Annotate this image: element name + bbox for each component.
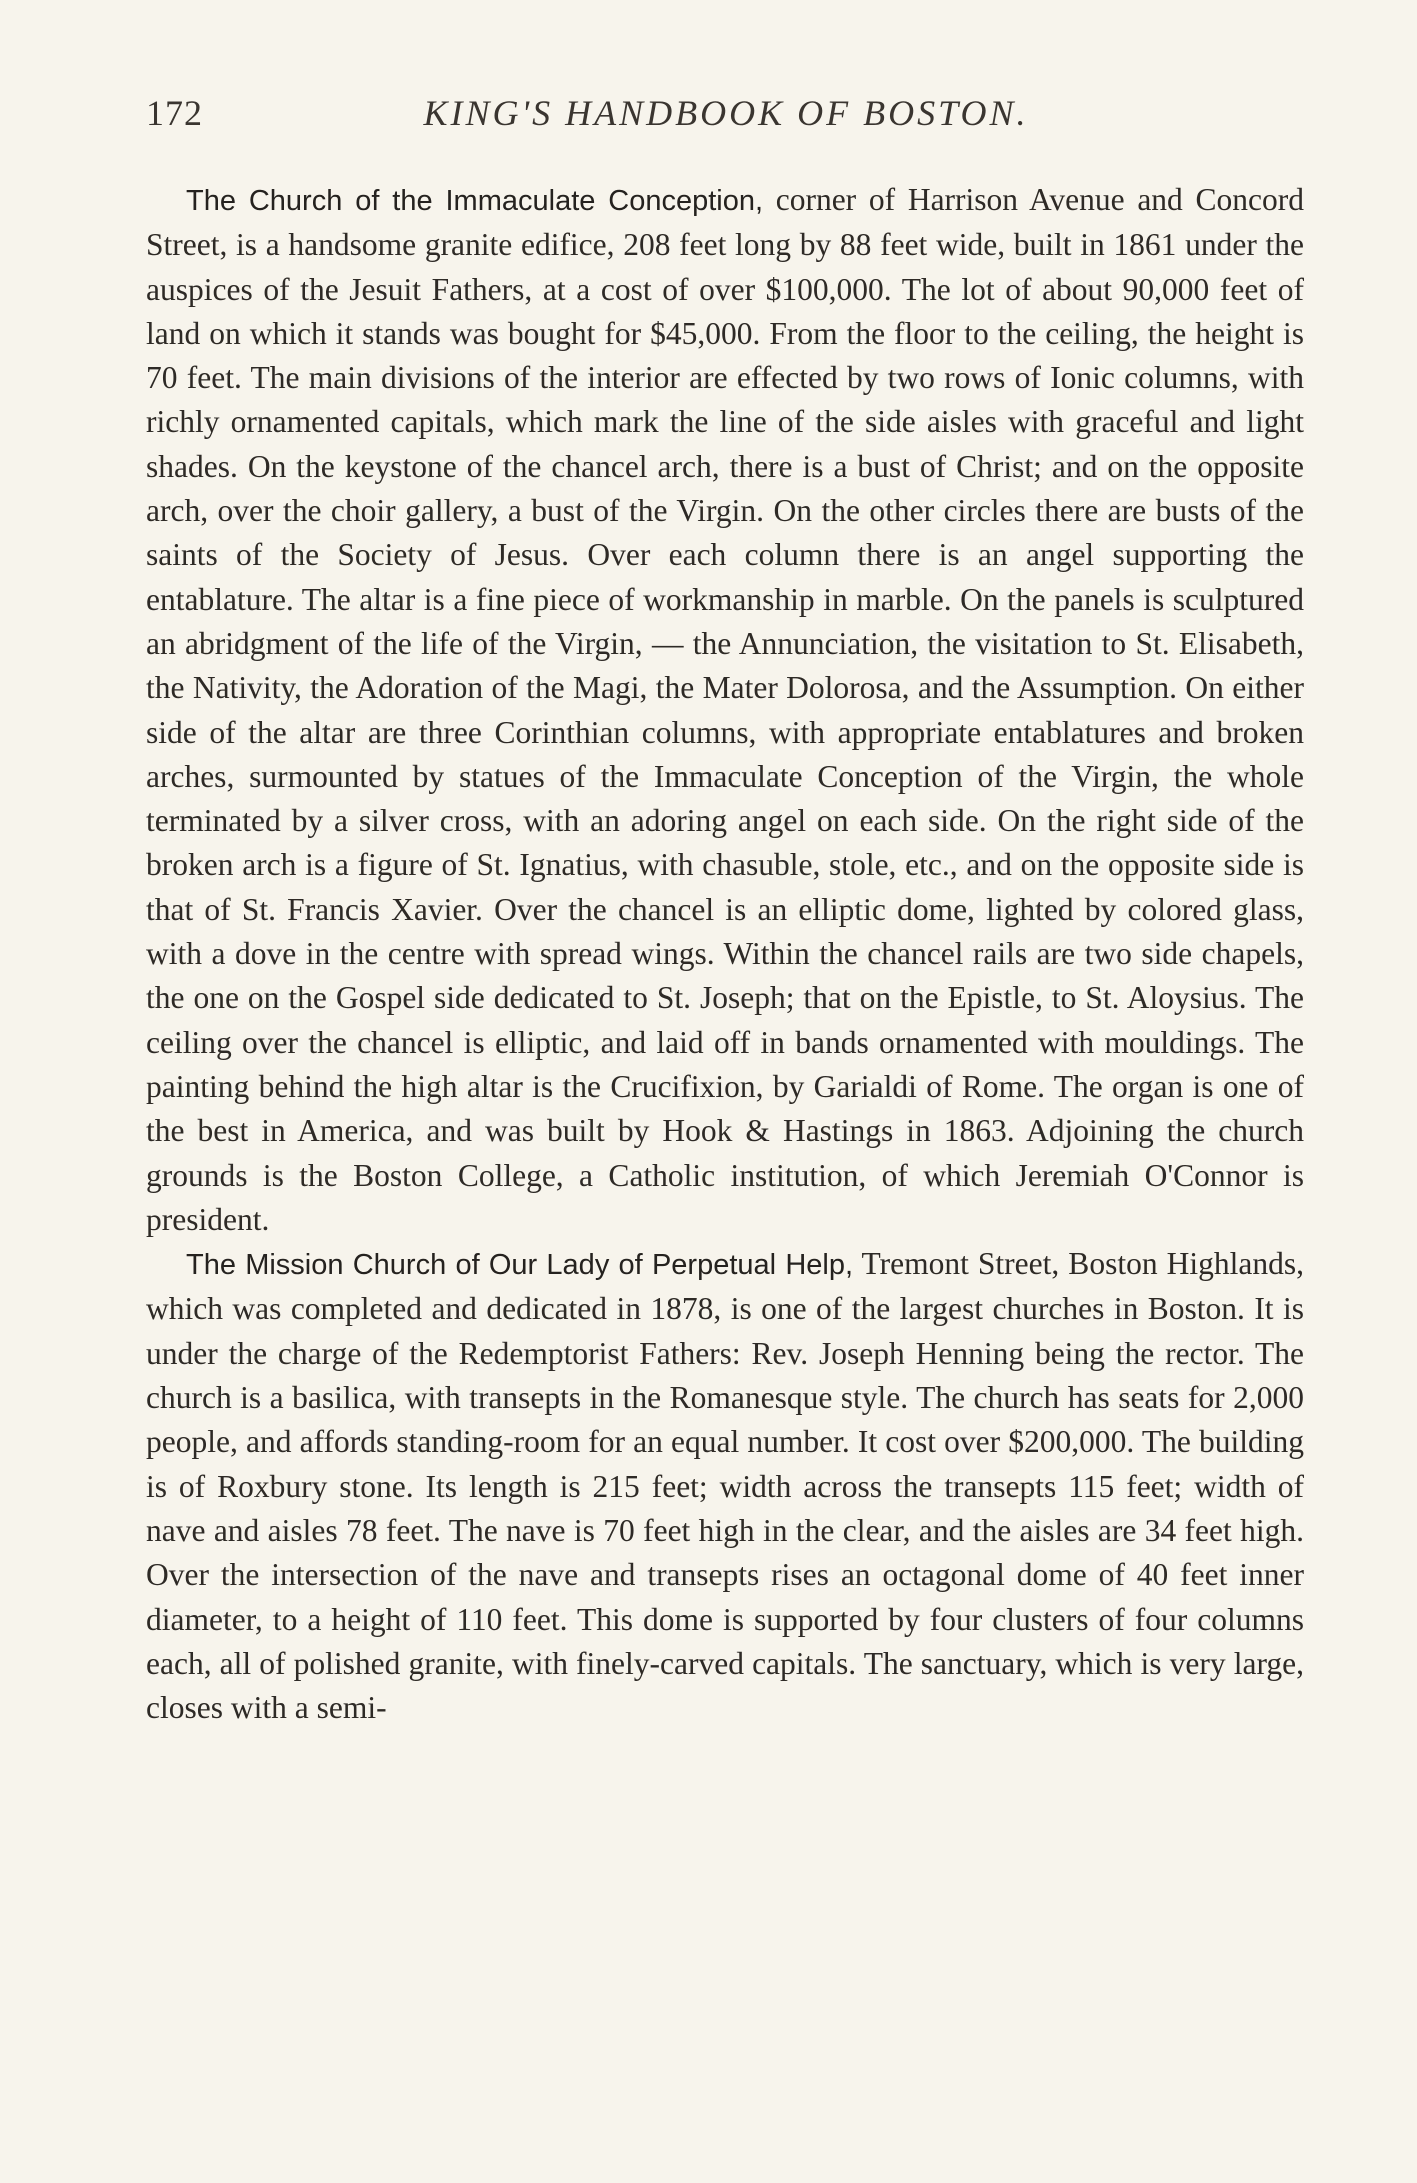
page-number: 172 [146, 93, 203, 133]
paragraph-text: corner of Harrison Avenue and Concord Street, is a handsome granite edifice, 208 feet long by 88 feet wide, built in 1861 under the auspices of the Jesuit Fathers, at a cost of over $100,000. The lot of about 90,000 feet of land on which it stands was bought for $45,000. From the floor to the ceiling, the height is 70 feet. The main divisions of the interior are effected by two rows of Ionic columns, with richly ornamented capitals, which mark the line of the side aisles with graceful and light shades. On the keystone of the chancel arch, there is a bust of Christ; and on the opposite arch, over the choir gallery, a bust of the Virgin. On the other circles there are busts of the saints of the Society of Jesus. Over each column there is an angel supporting the entablature. The altar is a fine piece of workmanship in marble. On the panels is sculptured an abridgment of the life of the Virgin, — the Annunciation, the visitation to St. Elisabeth, the Nativity, the Adoration of the Magi, the Mater Dolorosa, and the Assumption. On either side of the altar are three Corinthian columns, with appropriate entablatures and broken arches, surmounted by statues of the Immaculate Conception of the Virgin, the whole terminated by a silver cross, with an adoring angel on each side. On the right side of the broken arch is a figure of St. Ignatius, with chasuble, stole, etc., and on the opposite side is that of St. Francis Xavier. Over the chancel is an elliptic dome, lighted by colored glass, with a dove in the centre with spread wings. Within the chancel rails are two side chapels, the one on the Gospel side dedicated to St. Joseph; that on the Epistle, to St. Aloysius. The ceiling over the chancel is elliptic, and laid off in bands ornamented with mouldings. The painting behind the high altar is the Crucifixion, by Garialdi of Rome. The organ is one of the best in America, and was built by Hook & Hastings in 1863. Adjoining the church grounds is the Boston College, a Catholic institution, of which Jeremiah O'Connor is president. [146, 182, 1304, 1237]
running-head [146, 92, 1306, 142]
running-title: KING'S HANDBOOK OF BOSTON. [423, 93, 1029, 133]
body-text [146, 178, 1304, 1730]
paragraph-text: Tremont Street, Boston Highlands, which was completed and dedicated in 1878, is one of the largest churches in Boston. It is under the charge of the Redemptorist Fathers: Rev. Joseph Henning being the rector. The church is a basilica, with transepts in the Romanesque style. The church has seats for 2,000 people, and affords standing-room for an equal number. It cost over $200,000. The building is of Roxbury stone. Its length is 215 feet; width across the transepts 115 feet; width of nave and aisles 78 feet. The nave is 70 feet high in the clear, and the aisles are 34 feet high. Over the intersection of the nave and transepts rises an octagonal dome of 40 feet inner diameter, to a height of 110 feet. This dome is supported by four clusters of four columns each, all of polished granite, with finely-carved capitals. The sanctuary, which is very large, closes with a semi- [146, 1246, 1304, 1726]
paragraph-lead: The Church of the Immaculate Conception, [186, 185, 764, 217]
paragraph-immaculate-conception [146, 178, 1304, 1242]
paragraph-mission-church [146, 1242, 1304, 1730]
paragraph-lead: The Mission Church of Our Lady of Perpetual Help, [186, 1249, 854, 1282]
